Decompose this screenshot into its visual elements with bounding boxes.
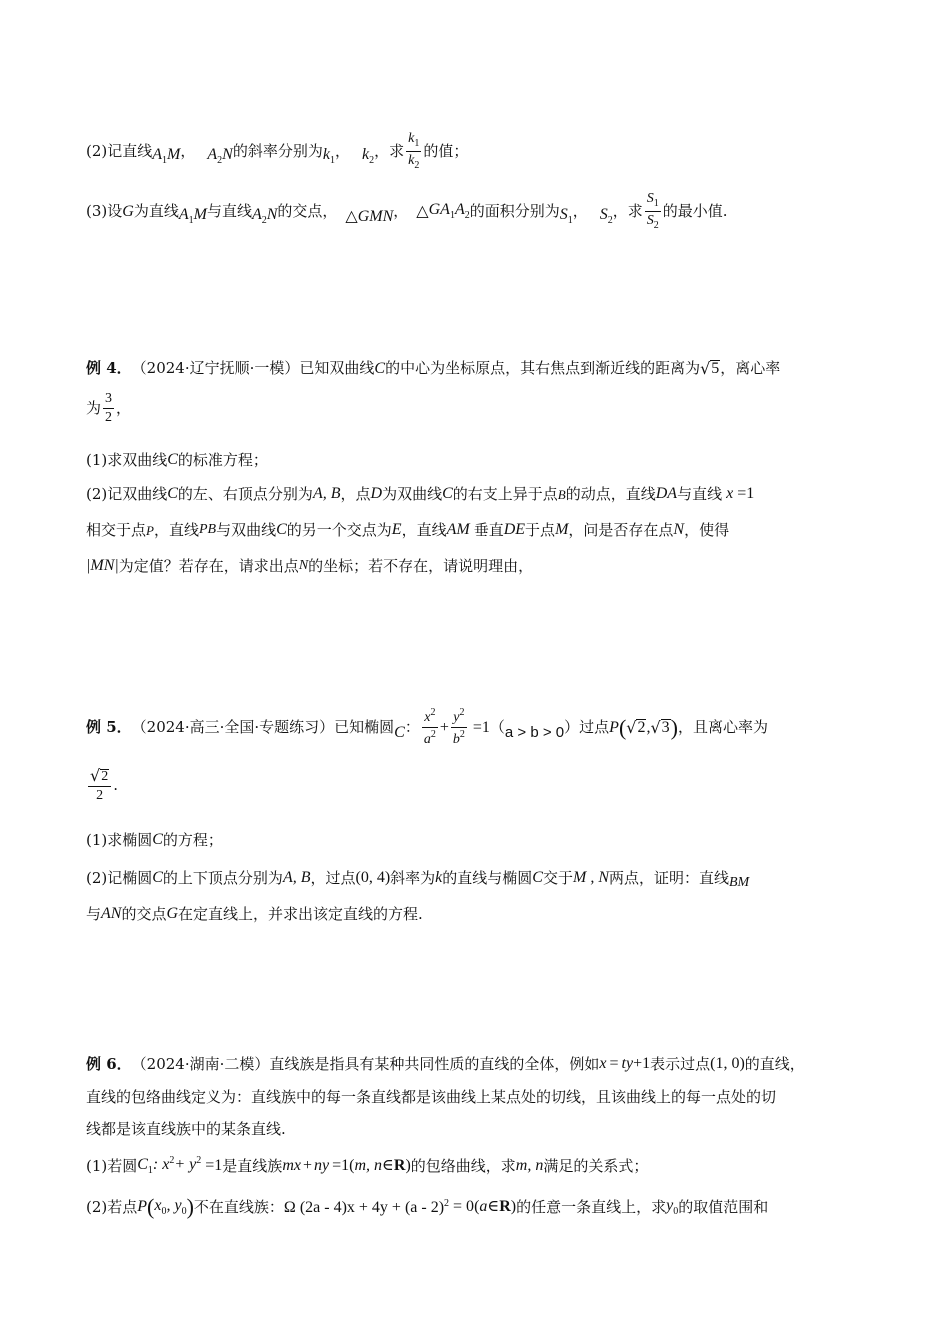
plus-sign: + xyxy=(439,718,449,736)
text: 线都是该直线族中的某条直线. xyxy=(86,1120,286,1138)
math-m-n: M , N xyxy=(572,869,609,886)
math-ty: ty xyxy=(621,1055,634,1072)
text: 的交点， xyxy=(277,202,338,220)
text: (1)求椭圆 xyxy=(86,830,153,849)
text: ， xyxy=(334,142,350,160)
text: 的动点，直线 xyxy=(565,484,656,503)
math-a2n: $A_2N$ xyxy=(251,206,278,226)
equals-0: = 0 xyxy=(453,1198,475,1215)
text: ，求 xyxy=(374,142,405,160)
text: 与直线 xyxy=(677,484,723,503)
math-ga1a2: $GA_1A_2$ xyxy=(428,201,470,221)
fraction-s1-s2: $\frac{S_1}{S_2}$ xyxy=(646,191,659,231)
text: ，问是否存在点 xyxy=(568,520,674,539)
fraction-x2-a2: $\frac{x^2}{a^2}$ xyxy=(423,707,436,747)
math-x: x xyxy=(599,1055,607,1072)
triangle-symbol: △ xyxy=(416,202,429,220)
math-x: x xyxy=(726,485,734,502)
fraction-3-2: $\frac{3}{2}$ xyxy=(105,391,113,425)
text: 不在直线族： xyxy=(193,1197,284,1216)
text: 的斜率分别为 xyxy=(232,142,323,160)
text: ， xyxy=(180,142,196,160)
plus-sign: + xyxy=(302,1157,312,1174)
equals-1: =1 xyxy=(332,1157,350,1174)
real-numbers: R xyxy=(393,1157,406,1174)
text: 的坐标；若不存在，请说明理由， xyxy=(308,556,534,575)
math-d: D xyxy=(370,485,383,502)
math-an: AN xyxy=(101,905,122,922)
math-c: C xyxy=(442,485,453,502)
text: 与双曲线 xyxy=(216,520,277,539)
fraction-k1-k2: $\frac{k_1}{k_2}$ xyxy=(408,131,420,171)
text: 相交于点 xyxy=(86,520,147,539)
math-n: N xyxy=(673,521,685,538)
example-label: 例 6． xyxy=(86,1054,132,1073)
math-y0: $y_0$ xyxy=(666,1196,679,1217)
paren-close: ) xyxy=(405,1157,411,1174)
math-mx: mx xyxy=(282,1157,301,1174)
text: （2024·高三·全国·专题练习）已知椭圆 xyxy=(131,718,395,736)
text: 为 xyxy=(86,399,102,417)
math-equals-1: =1 xyxy=(737,485,755,502)
math-m-n: m, n xyxy=(515,1157,544,1174)
text: 的方程； xyxy=(162,830,223,849)
text: 为定值？若存在，请求出点 xyxy=(118,556,299,575)
text: 的标准方程； xyxy=(177,450,268,469)
question-2-line xyxy=(86,1196,768,1218)
math-a1m: $A_1M$ xyxy=(178,206,207,226)
sqrt-2: √ 2 xyxy=(626,718,646,737)
text: 的包络曲线，求 xyxy=(410,1156,516,1175)
question-2-line xyxy=(86,868,750,890)
element-of: ∈ xyxy=(487,1198,500,1215)
math-de: DE xyxy=(503,521,526,538)
math-g: G xyxy=(122,202,134,220)
text: (1)若圆 xyxy=(86,1156,138,1175)
math-x0-y0: $x_0$, $y_0$ xyxy=(154,1196,187,1217)
math-a1m: $A_1M$ xyxy=(152,146,181,166)
text: ， xyxy=(116,399,132,417)
real-numbers: R xyxy=(499,1198,511,1215)
math-p: P xyxy=(137,1198,148,1215)
math-plus-1: +1 xyxy=(633,1055,651,1072)
text: ： xyxy=(404,718,420,736)
element-of: ∈ xyxy=(382,1157,394,1174)
text: ，点 xyxy=(340,484,371,503)
question-2-line-cont xyxy=(86,522,729,538)
math-e: E xyxy=(391,521,402,538)
text: ，离心率 xyxy=(720,359,781,377)
text: 的交点 xyxy=(121,904,167,923)
text: 于点 xyxy=(525,520,556,539)
text: 是直线族 xyxy=(222,1156,283,1175)
text: (3)设 xyxy=(86,202,123,220)
eccentricity-line xyxy=(86,392,131,425)
math-p: P xyxy=(146,522,154,538)
text: 的值； xyxy=(423,142,469,160)
text: 为双曲线 xyxy=(382,484,443,503)
text: 为直线 xyxy=(133,202,179,220)
fraction-sqrt2-2: √ 2 2 xyxy=(88,768,111,803)
equals-1: =1 xyxy=(205,1157,223,1174)
text: 的左、右顶点分别为 xyxy=(177,484,313,503)
text: 与 xyxy=(86,904,102,923)
text: 垂直 xyxy=(473,520,504,539)
math-n: N xyxy=(298,558,309,573)
text: ，过点 xyxy=(310,868,356,887)
example-5-heading xyxy=(86,708,768,747)
paren-open: ( xyxy=(147,1194,155,1219)
math-b: B xyxy=(557,486,566,502)
question-2-line xyxy=(86,132,468,171)
math-condition: a > b > 0 xyxy=(504,724,565,741)
text: ， xyxy=(572,202,588,220)
math-circle-c1: $C_1$: $x^2+ y^2$ xyxy=(137,1155,202,1176)
text: 交于 xyxy=(542,868,573,887)
sqrt-3: √ 3 xyxy=(650,718,670,737)
math-a: a xyxy=(479,1198,488,1215)
equals-1: =1 xyxy=(472,718,490,736)
math-am: AM xyxy=(446,521,470,538)
text: （2024·辽宁抚顺·一模）已知双曲线 xyxy=(131,359,375,377)
math-a-b: A, B xyxy=(312,485,341,502)
comma: , xyxy=(646,718,651,736)
math-k1: $k_1$ xyxy=(322,146,335,166)
math-c: C xyxy=(532,869,543,886)
text: (2)记双曲线 xyxy=(86,484,168,503)
text: （2024·湖南·二模）直线族是指具有某种共同性质的直线的全体，例如 xyxy=(131,1054,600,1073)
text: ，且离心率为 xyxy=(678,718,769,736)
question-1-line xyxy=(86,832,223,848)
text: 的中心为坐标原点，其右焦点到渐近线的距离为 xyxy=(385,359,701,377)
definition-line-end xyxy=(86,1122,286,1137)
question-1-line xyxy=(86,452,268,468)
math-pb: PB xyxy=(198,522,217,537)
text: 与直线 xyxy=(206,202,252,220)
text: ，使得 xyxy=(684,520,730,539)
paren-close: ) xyxy=(670,714,678,740)
math-a-b: A, B xyxy=(282,869,311,886)
text: ）过点 xyxy=(564,718,610,736)
eccentricity-line xyxy=(86,768,118,803)
example-4-heading xyxy=(86,360,780,377)
definition-line xyxy=(86,1090,776,1105)
math-a2n: $A_2N$ xyxy=(207,146,233,166)
math-k2: $k_2$ xyxy=(361,146,375,166)
math-g: G xyxy=(166,905,179,922)
paren-open: ( xyxy=(474,1198,480,1215)
text: 的任意一条直线上，求 xyxy=(516,1197,667,1216)
text: (2)记直线 xyxy=(86,142,153,160)
text: 斜率为 xyxy=(390,868,436,887)
text: ，求 xyxy=(612,202,643,220)
text: 的直线与椭圆 xyxy=(442,868,533,887)
text: 表示过点 xyxy=(650,1054,711,1073)
question-2-line-end xyxy=(86,558,533,574)
text: 的取值范围和 xyxy=(678,1197,769,1216)
text: (2)若点 xyxy=(86,1197,138,1216)
question-2-line xyxy=(86,486,754,502)
text: （ xyxy=(489,718,505,736)
text: (2)记椭圆 xyxy=(86,868,153,887)
paren-close: ) xyxy=(186,1194,194,1219)
math-s2: $S_2$ xyxy=(599,206,613,226)
text: . xyxy=(113,776,118,794)
sqrt-5: √ 5 xyxy=(700,359,720,378)
text: 直线的包络曲线定义为：直线族中的每一条直线都是该曲线上某点处的切线，且该曲线上的每一点处的切 xyxy=(86,1088,777,1106)
text: (1)求双曲线 xyxy=(86,450,168,469)
text: 两点，证明：直线 xyxy=(608,868,729,887)
text: ， xyxy=(393,202,409,220)
math-c: C xyxy=(167,451,178,468)
equals: = xyxy=(609,1055,619,1072)
math-ny: ny xyxy=(314,1157,330,1174)
math-c: C xyxy=(394,723,405,741)
text: 在定直线上，并求出该定直线的方程. xyxy=(178,904,423,923)
math-c: C xyxy=(276,521,287,538)
math-m-n: m, n xyxy=(354,1157,383,1174)
math-c: C xyxy=(167,485,178,502)
paren-open: ( xyxy=(618,714,627,740)
math-s1: $S_1$ xyxy=(559,206,573,226)
paren-close: ) xyxy=(510,1198,517,1215)
question-1-line xyxy=(86,1156,648,1176)
question-2-line-cont xyxy=(86,906,423,922)
text: 的上下顶点分别为 xyxy=(162,868,283,887)
math-c: C xyxy=(374,359,386,377)
example-label: 例 5． xyxy=(86,718,132,736)
math-triangle-gmn: △GMN xyxy=(345,207,394,225)
paren-open: ( xyxy=(349,1157,355,1174)
text: ，直线 xyxy=(401,520,447,539)
math-abs-mn: |MN| xyxy=(86,557,119,574)
text: 满足的关系式； xyxy=(543,1156,649,1175)
math-bm: BM xyxy=(729,875,750,890)
text: 的直线， xyxy=(744,1054,805,1073)
math-c: C xyxy=(152,831,163,848)
text: 的最小值. xyxy=(662,202,728,220)
math-point-1-0: (1, 0) xyxy=(710,1055,745,1072)
math-p: P xyxy=(609,718,619,736)
math-c: C xyxy=(152,869,163,886)
math-da: DA xyxy=(655,485,678,502)
fraction-y2-b2: $\frac{y^2}{b^2}$ xyxy=(452,707,465,747)
text: ，直线 xyxy=(153,520,199,539)
math-k: k xyxy=(435,869,443,886)
question-3-line xyxy=(86,192,728,231)
math-point-0-4: (0, 4) xyxy=(355,869,391,886)
example-6-heading xyxy=(86,1056,805,1072)
text: 的面积分别为 xyxy=(469,202,560,220)
text: 的右支上异于点 xyxy=(452,484,558,503)
example-label: 例 4． xyxy=(86,359,132,377)
text: 的另一个交点为 xyxy=(286,520,392,539)
math-m: M xyxy=(555,521,569,538)
math-line-family: Ω (2a - 4)x + 4y + (a - 2)$^2$ xyxy=(283,1197,450,1216)
